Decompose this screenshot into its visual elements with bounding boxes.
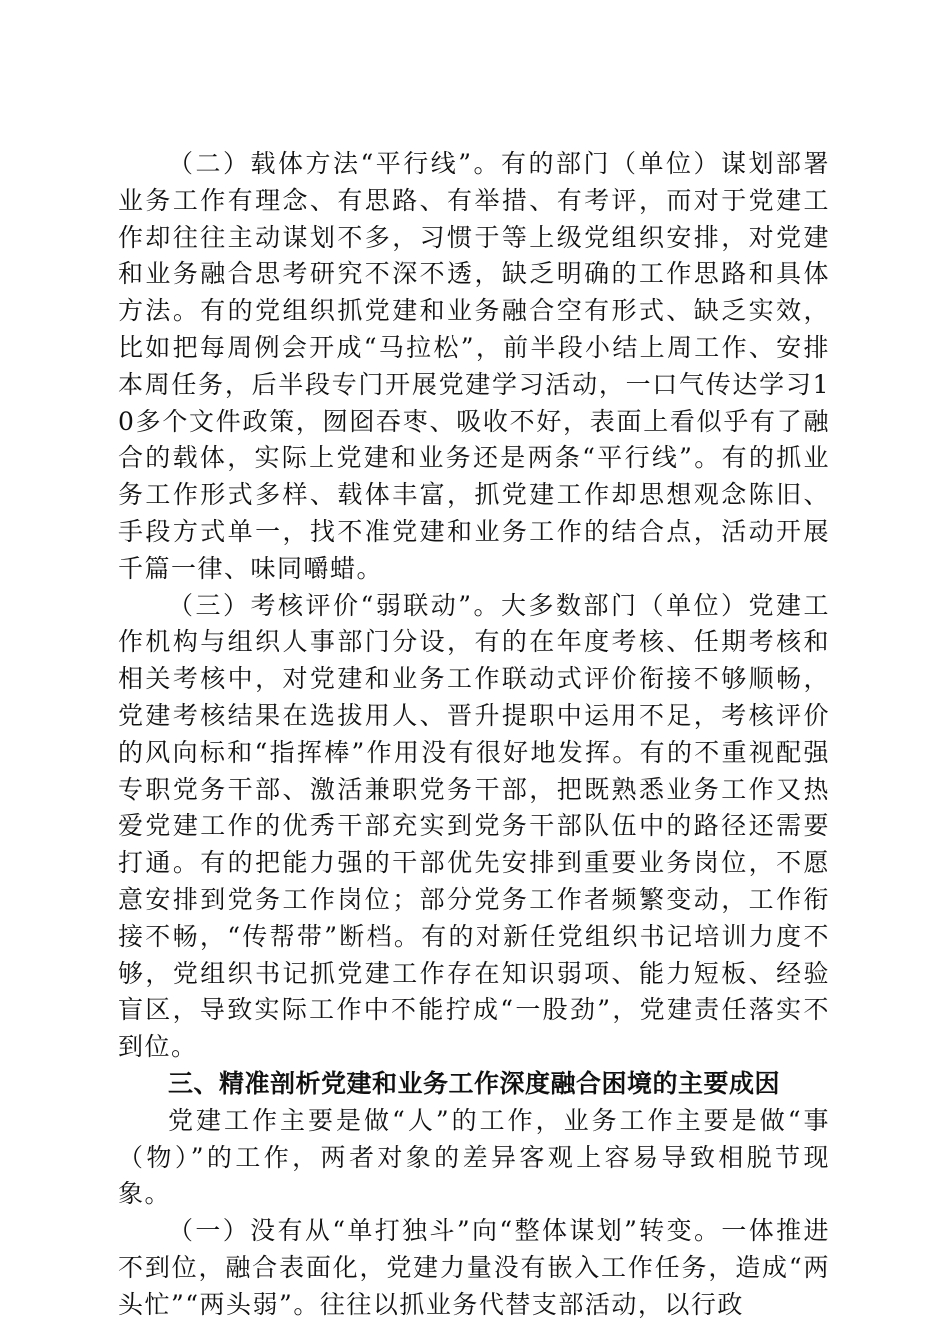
paragraph-carrier-method: （二）载体方法“平行线”。有的部门（单位）谋划部署业务工作有理念、有思路、有举措、有考评，而对于党建工作却往往主动谋划不多，习惯于等上级党组织安排，对党建和业务融合思考研究不深不透，缺乏明确的工作思路和具体方法。有的党组织抓党建和业务融合空有形式、缺乏实效，比如把每周例会开成“马拉松”，前半段小结上周工作、安排本周任务，后半段专门开展党建学习活动，一口气传达学习10多个文件政策，囫囵吞枣、吸收不好，表面上看似乎有了融合的载体，实际上党建和业务还是两条“平行线”。有的抓业务工作形式多样、载体丰富，抓党建工作却思想观念陈旧、手段方式单一，找不准党建和业务工作的结合点，活动开展千篇一律、味同嚼蜡。 [118,149,830,583]
document-body [118,146,830,1324]
paragraph-cause-one: （一）没有从“单打独斗”向“整体谋划”转变。一体推进不到位，融合表面化，党建力量没有嵌入工作任务，造成“两头忙”“两头弱”。往往以抓业务代替支部活动，以行政 [118,1216,830,1319]
paragraph-section-intro: 党建工作主要是做“人”的工作，业务工作主要是做“事（物）”的工作，两者对象的差异客观上容易导致相脱节现象。 [118,1105,830,1209]
paragraph-assessment: （三）考核评价“弱联动”。大多数部门（单位）党建工作机构与组织人事部门分设，有的在年度考核、任期考核和相关考核中，对党建和业务工作联动式评价衔接不够顺畅，党建考核结果在选拔用人、晋升提职中运用不足，考核评价的风向标和“指挥棒”作用没有很好地发挥。有的不重视配强专职党务干部、激活兼职党务干部，把既熟悉业务工作又热爱党建工作的优秀干部充实到党务干部队伍中的路径还需要打通。有的把能力强的干部优先安排到重要业务岗位，不愿意安排到党务工作岗位；部分党务工作者频繁变动，工作衔接不畅，“传帮带”断档。有的对新任党组织书记培训力度不够，党组织书记抓党建工作存在知识弱项、能力短板、经验盲区，导致实际工作中不能拧成“一股劲”，党建责任落实不到位。 [118,590,830,1062]
section-heading: 三、精准剖析党建和业务工作深度融合困境的主要成因 [168,1068,781,1098]
